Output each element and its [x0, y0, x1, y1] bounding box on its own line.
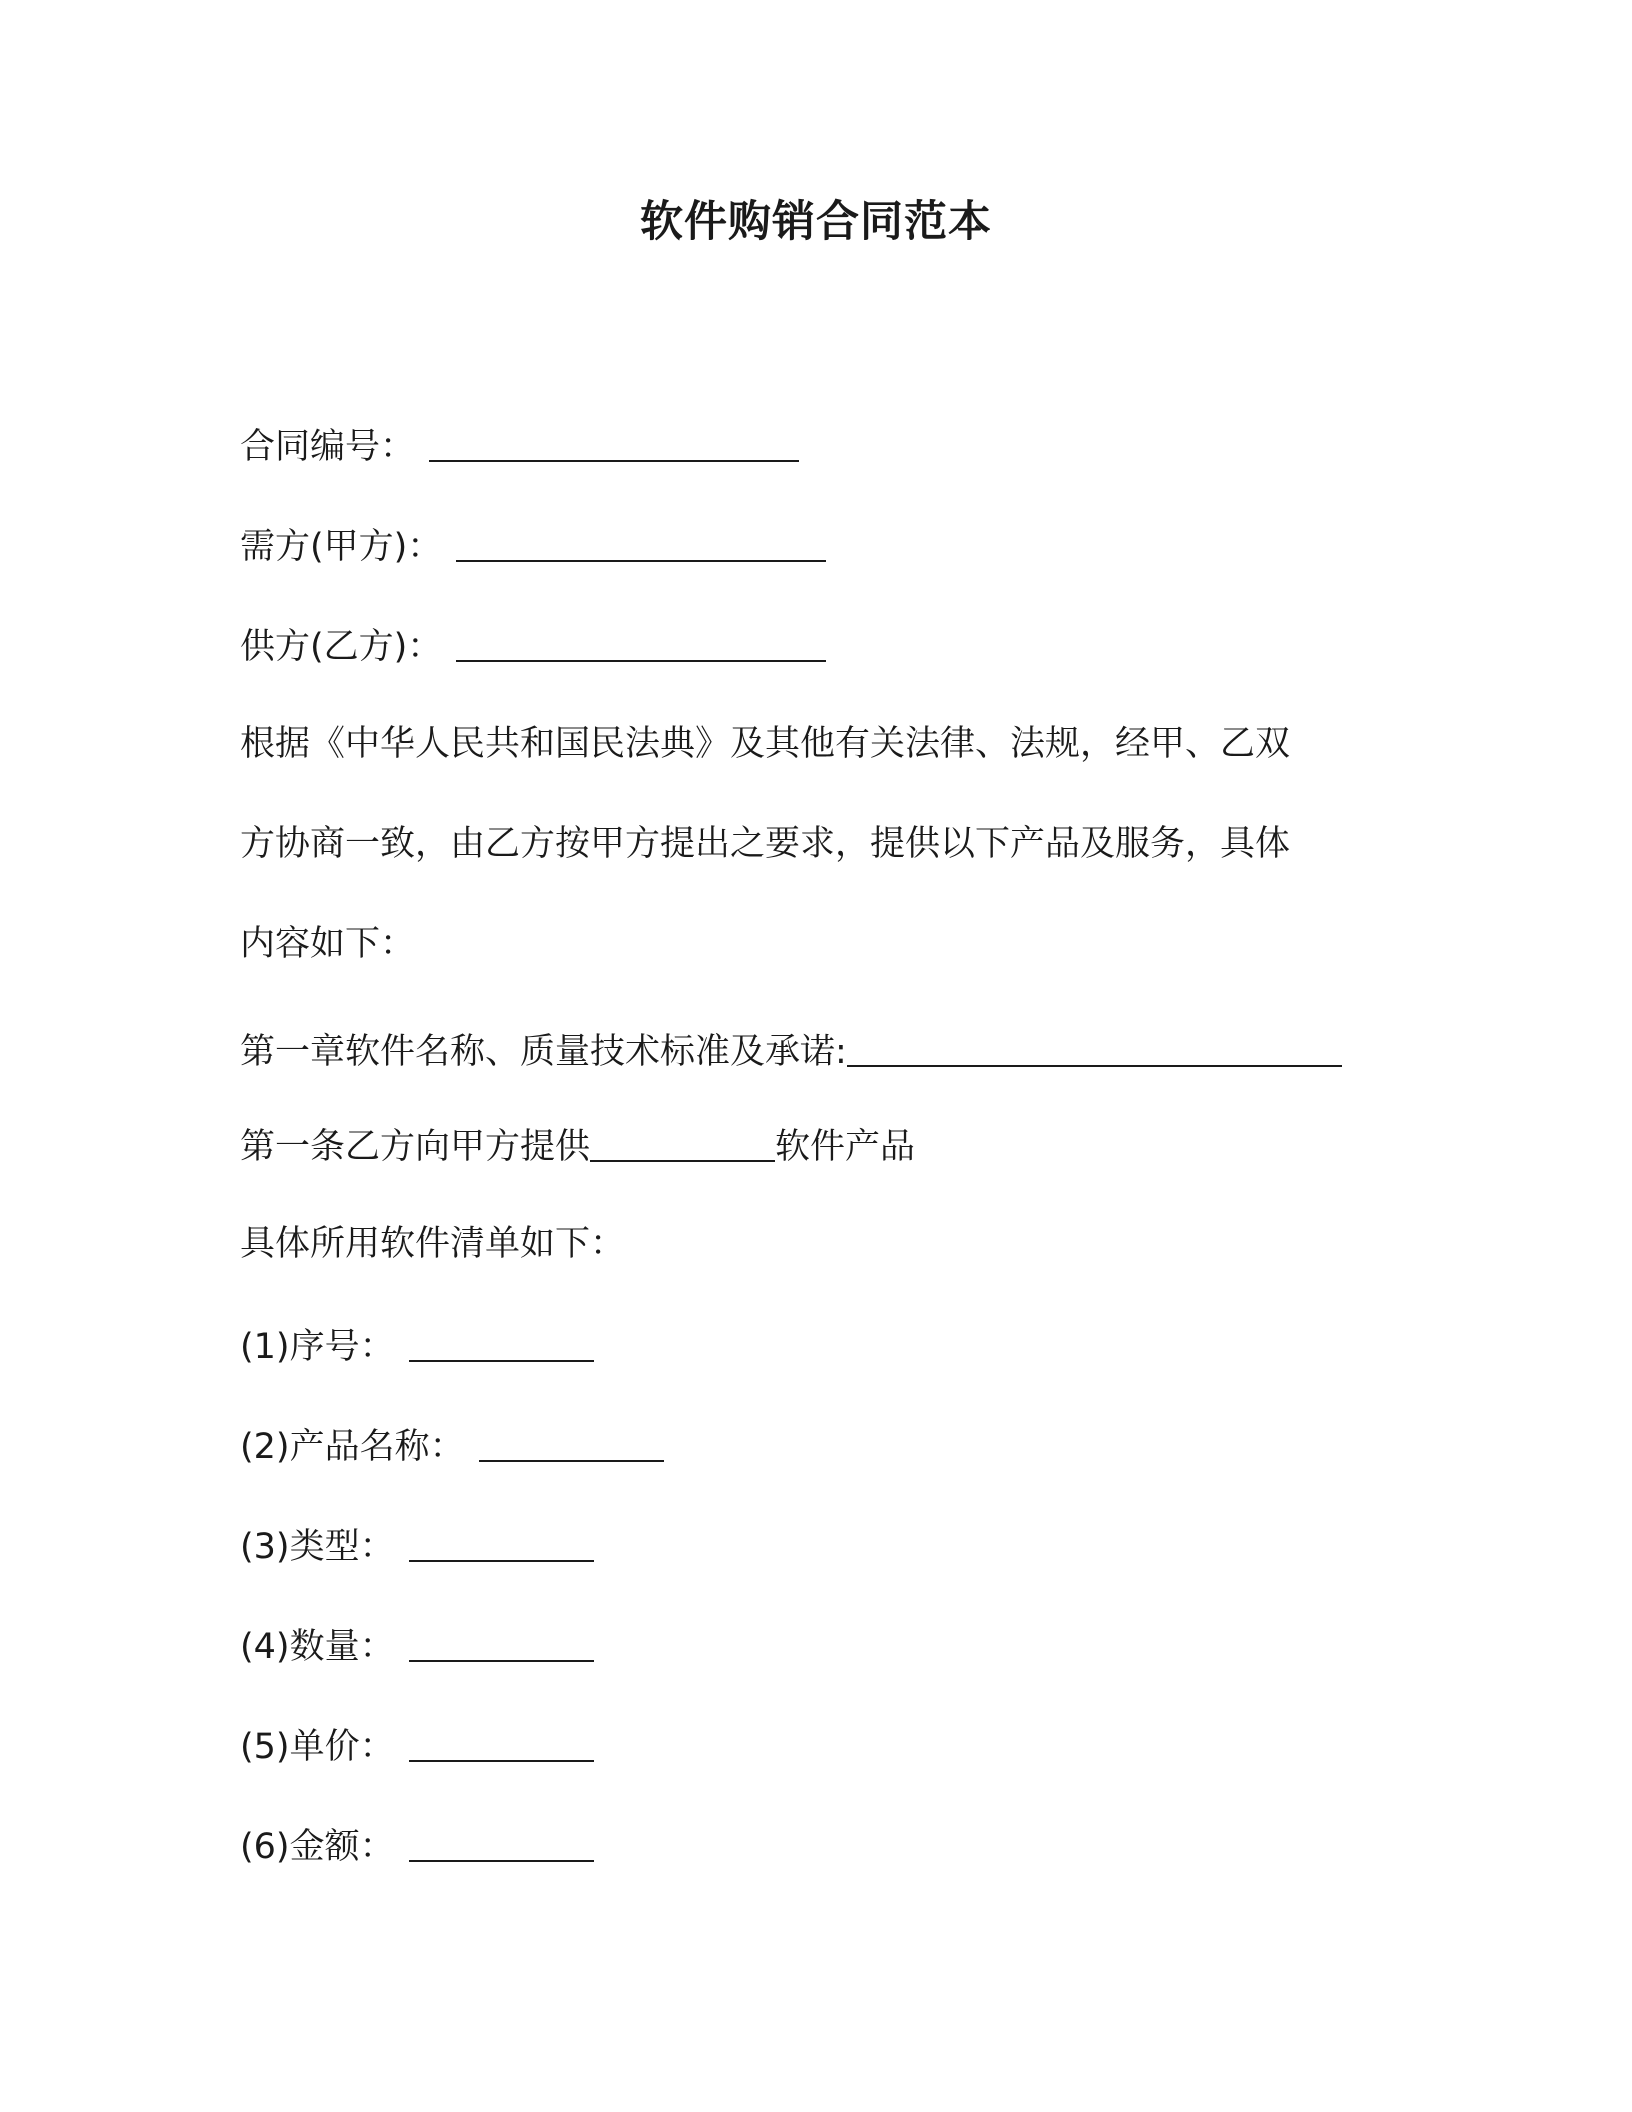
contract-number-line — [240, 420, 799, 471]
party-a-line — [240, 520, 826, 571]
item-blank — [409, 1724, 594, 1762]
party-b-line — [240, 620, 826, 671]
chapter-1-blank — [847, 1029, 1342, 1067]
contract-number-blank — [429, 424, 799, 462]
article-1-prefix: 第一条乙方向甲方提供 — [240, 1127, 591, 1167]
list-item — [240, 1720, 594, 1771]
item-label: (3)类型： — [240, 1527, 395, 1567]
item-blank — [409, 1624, 594, 1662]
party-a-label: 需方(甲方)： — [240, 527, 443, 567]
list-item — [240, 1320, 594, 1371]
list-item — [240, 1520, 594, 1571]
item-blank — [409, 1824, 594, 1862]
party-b-blank — [456, 624, 826, 662]
party-a-blank — [456, 524, 826, 562]
list-item — [240, 1420, 664, 1471]
intro-line-2: 方协商一致，由乙方按甲方提出之要求，提供以下产品及服务，具体 — [240, 824, 1291, 864]
list-item — [240, 1620, 594, 1671]
contract-number-label: 合同编号： — [240, 427, 416, 467]
article-1-suffix: 软件产品 — [775, 1127, 916, 1167]
list-intro: 具体所用软件清单如下： — [240, 1224, 626, 1264]
chapter-1-heading: 第一章软件名称、质量技术标准及承诺: — [240, 1032, 847, 1072]
party-b-label: 供方(乙方)： — [240, 627, 443, 667]
list-item — [240, 1820, 594, 1871]
item-blank — [479, 1424, 664, 1462]
intro-line-3: 内容如下： — [240, 924, 416, 964]
intro-line-1: 根据《中华人民共和国民法典》及其他有关法律、法规，经甲、乙双 — [240, 724, 1291, 764]
item-label: (1)序号： — [240, 1327, 395, 1367]
item-label: (5)单价： — [240, 1727, 395, 1767]
item-label: (2)产品名称： — [240, 1427, 465, 1467]
article-1-line — [240, 1120, 915, 1171]
article-1-blank — [590, 1124, 775, 1162]
item-blank — [409, 1324, 594, 1362]
document-title: 软件购销合同范本 — [640, 197, 992, 247]
item-label: (4)数量： — [240, 1627, 395, 1667]
item-blank — [409, 1524, 594, 1562]
item-label: (6)金额： — [240, 1827, 395, 1867]
chapter-1-line — [240, 1025, 1342, 1076]
